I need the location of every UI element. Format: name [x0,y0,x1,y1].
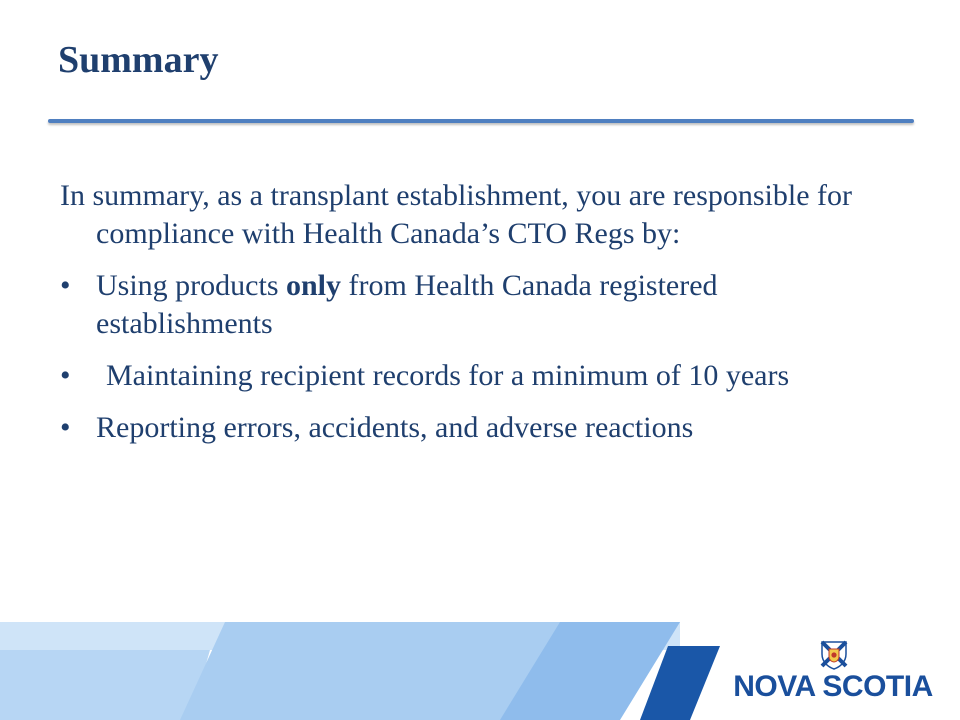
bullet-item-records [60,357,870,395]
bullet-icon: • [60,269,71,302]
light-blue-band [0,650,210,720]
slide-title: Summary [58,39,219,81]
bullet-item-reporting [60,409,870,447]
bullet-text: Maintaining recipient records for a minimum of 10 years [106,359,790,392]
nova-scotia-shield-icon [820,640,848,670]
intro-paragraph: In summary, as a transplant establishment, you are responsible for compliance with Health Canada’s CTO Regs by: [60,179,853,250]
bullet-text-before: Using products [96,269,286,302]
bullet-icon: • [60,359,71,392]
nova-scotia-logo [728,640,938,706]
dark-blue-band [640,646,720,720]
bullet-item-products [60,267,870,343]
bullet-icon: • [60,411,71,444]
title-divider [48,119,914,123]
logo-wordmark: NOVA SCOTIA [733,670,933,703]
bullet-text-emphasis: only [286,269,342,302]
bullet-text: Reporting errors, accidents, and adverse reactions [96,411,694,444]
light-blue-band [0,622,680,650]
slide-body [60,177,870,461]
mid-blue-band [180,622,680,720]
bullet-text-after: from Health Canada registered establishments [96,269,718,340]
mid-blue-band [500,622,680,720]
